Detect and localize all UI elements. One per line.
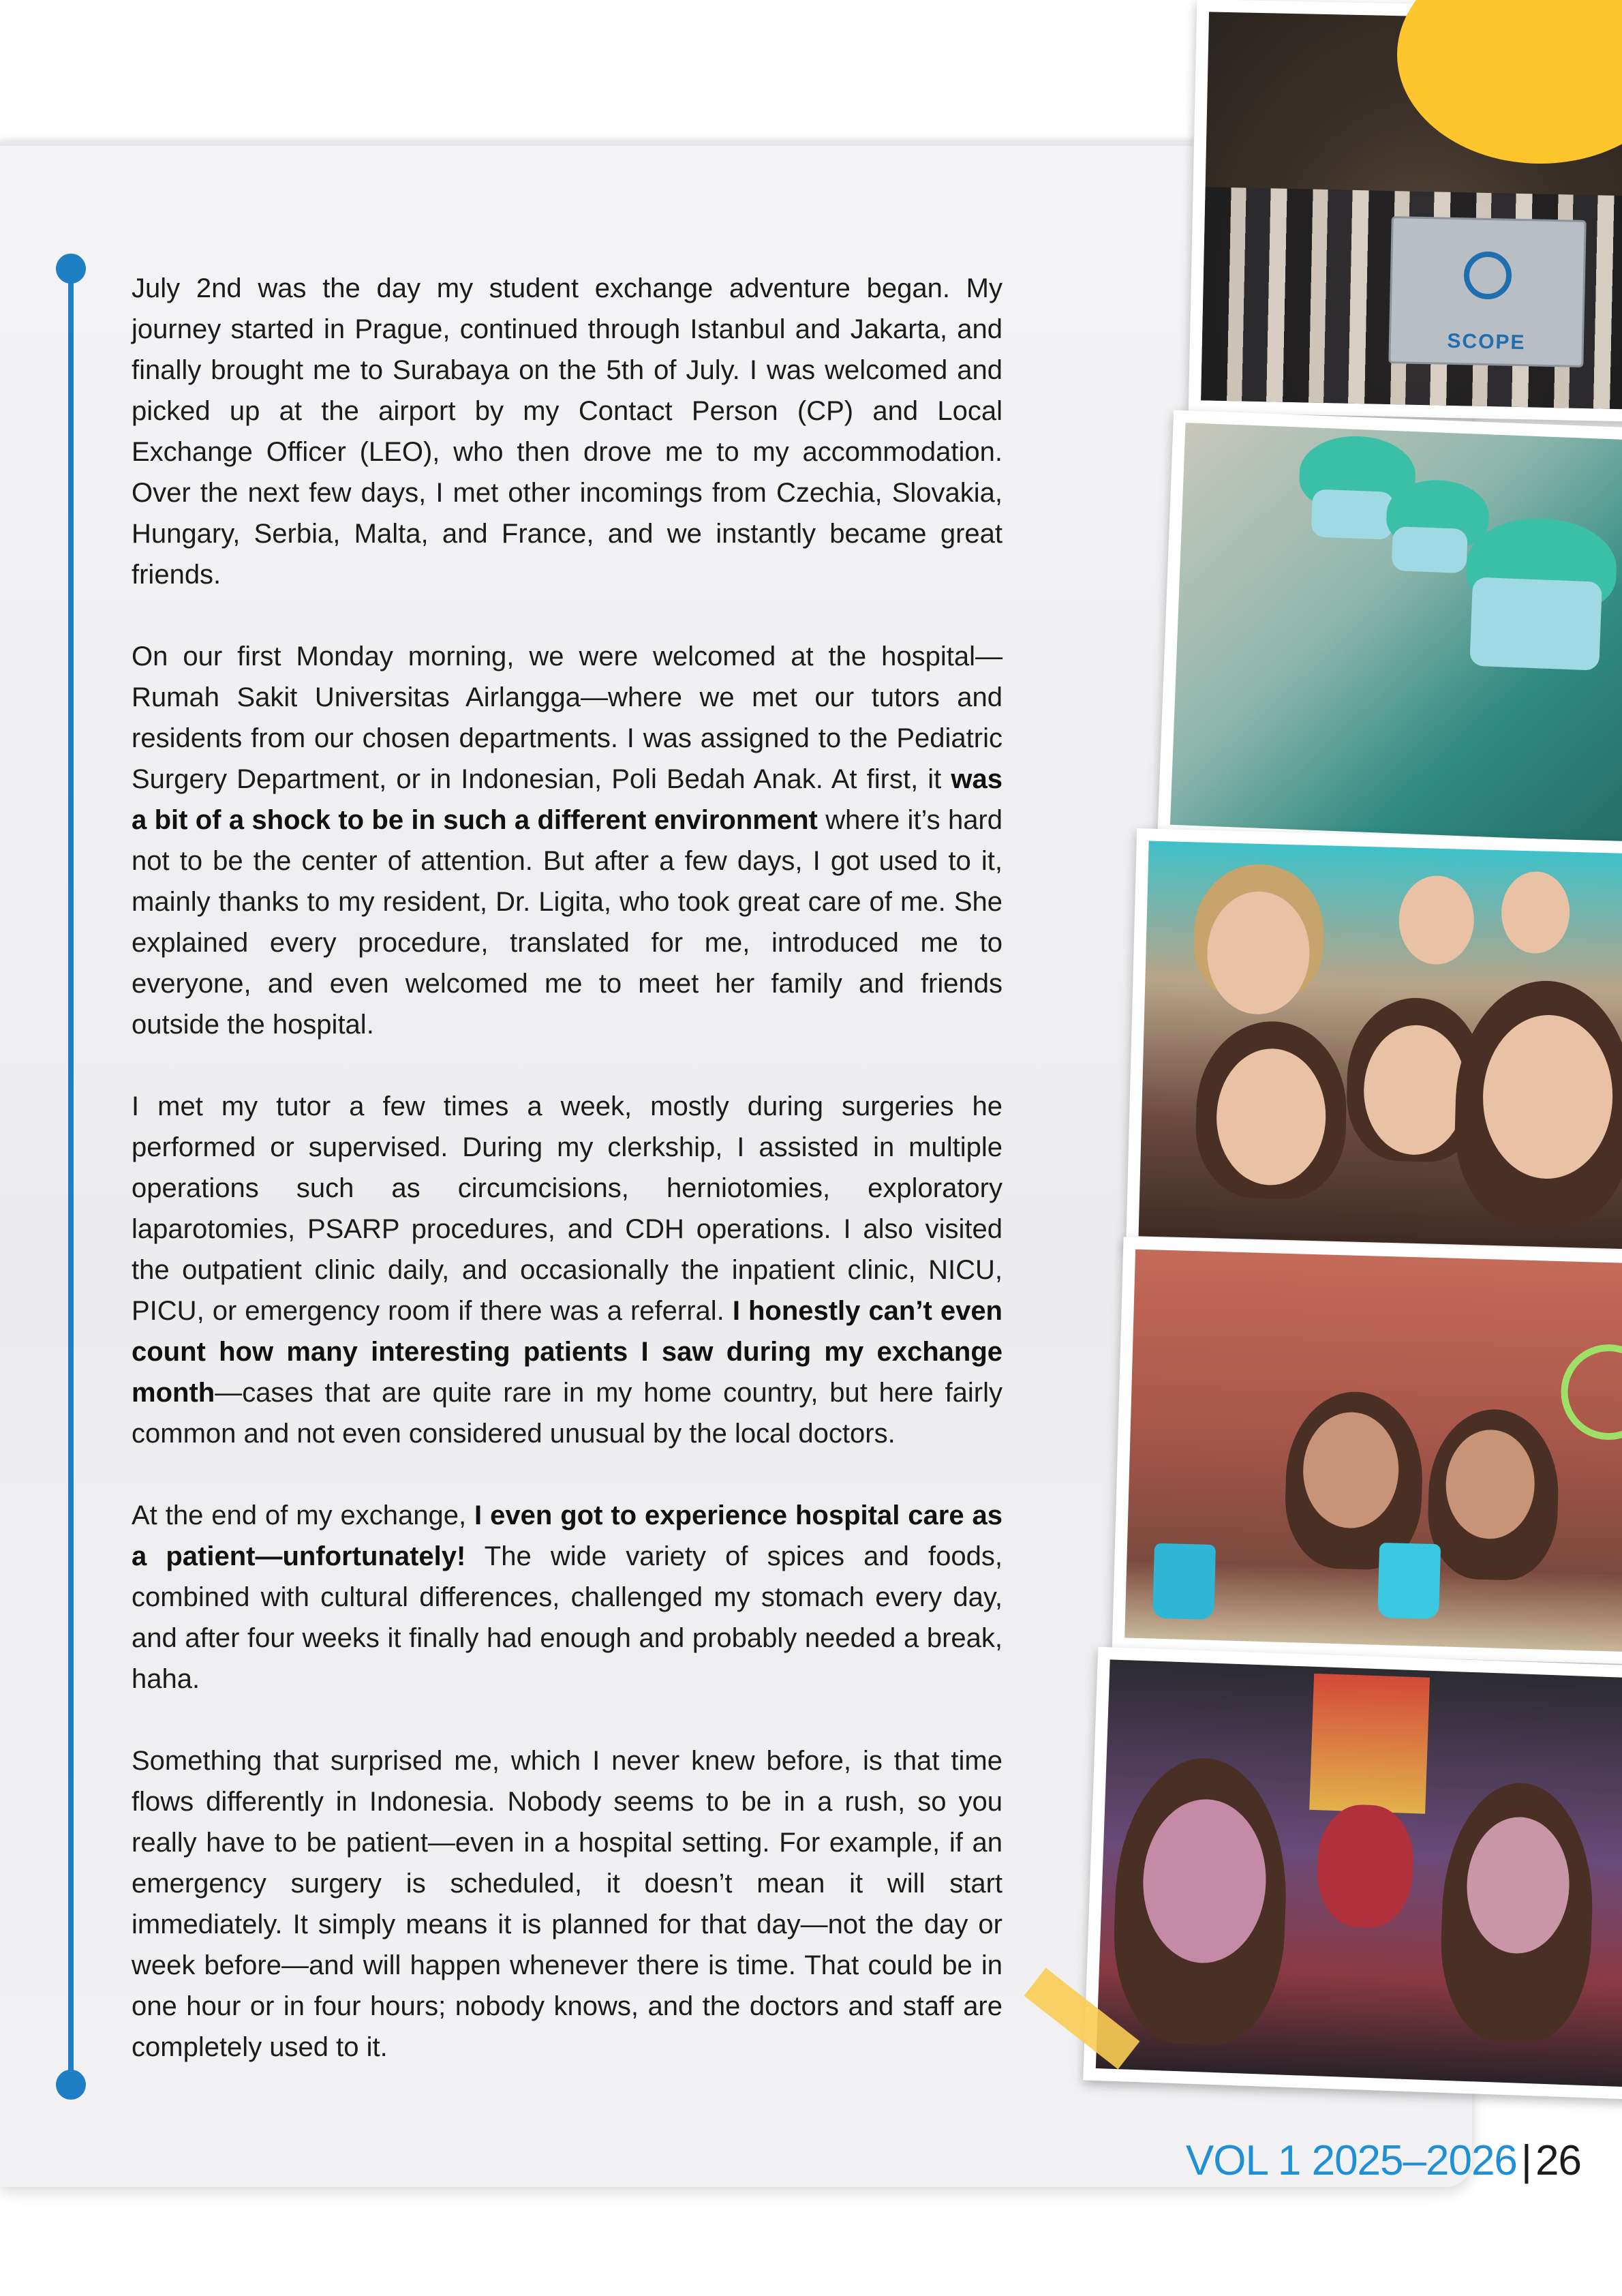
card-top-shadow (0, 136, 1193, 146)
paragraph-text: I met my tutor a few times a week, mostly during surgeries he performed or supervised. During my clerkship, I assisted in multiple operations such as circumcisions, herniotomies, exploratory laparotomies, PSARP procedures, and CDH operations. I also visited the outpatient clinic daily, and occasionally the inpatient clinic, NICU, PICU, or emergency room if there was a referral. (132, 1091, 1003, 1326)
page-number: 26 (1535, 2137, 1581, 2184)
article-body (132, 268, 1003, 2068)
bold-text: I even got to experience hospital care as a patient—unfortunately! (132, 1500, 1003, 1571)
article-paragraph (132, 636, 1003, 1045)
photo-surgery-selfie (1157, 410, 1622, 855)
friends-selfie-image (1139, 841, 1622, 1250)
footer-separator: | (1520, 2137, 1532, 2184)
neon-sign-decoration (1560, 1343, 1622, 1441)
article-paragraph (132, 1086, 1003, 1454)
surgical-mask-1 (1311, 489, 1394, 540)
friend-face-5 (1398, 875, 1475, 965)
article-paragraph (132, 1740, 1003, 2068)
friend-face-6 (1501, 871, 1571, 954)
article-paragraph (132, 1495, 1003, 1700)
paragraph-text: where it’s hard not to be the center of attention. But after a few days, I got used to it, mainly thanks to my resident, Dr. Ligita, who took great care of me. She explained every procedure, translated for me, introduced me to everyone, and even welcomed me to meet her family and friends outside the hospital. (132, 805, 1003, 1040)
article-paragraph (132, 268, 1003, 595)
photo-strip (1063, 0, 1622, 2086)
performer-red-mask (1315, 1803, 1415, 1929)
paragraph-text: July 2nd was the day my student exchange adventure began. My journey started in Prague, continued through Istanbul and Jakarta, and finally brought me to Surabaya on the 5th of July. I was welcomed and picked up at the airport by my Contact Person (CP) and Local Exchange Officer (LEO), who then drove me to my accommodation. Over the next few days, I met other incomings from Czechia, Slovakia, Hungary, Serbia, Malta, and France, and we instantly became great friends. (132, 273, 1003, 590)
scope-logo-icon (1463, 251, 1512, 299)
surgical-mask-3 (1469, 577, 1602, 671)
paragraph-text: On our first Monday morning, we were welcomed at the hospital—Rumah Sakit Universitas Airlangga—where we met our tutors and residents from our chosen departments. I was assigned to the Pediatric Surgery Department, or in Indonesian, Poli Bedah Anak. At first, it (132, 641, 1003, 794)
paragraph-text: —cases that are quite rare in my home country, but here fairly common and not even considered unusual by the local doctors. (132, 1378, 1003, 1449)
scope-banner-text: SCOPE (1447, 329, 1526, 354)
performer-selfie-image (1096, 1659, 1622, 2087)
timeline-bar (68, 268, 74, 2085)
paragraph-text: At the end of my exchange, (132, 1500, 475, 1530)
drink-cup-2 (1377, 1543, 1441, 1619)
timeline-dot-top (56, 254, 86, 284)
dinner-noodles-image (1124, 1250, 1622, 1652)
paragraph-text: The wide variety of spices and foods, combined with cultural differences, challenged my stomach every day, and after four weeks it finally had enough and probably needed a break, haha. (132, 1541, 1003, 1694)
surgical-mask-2 (1391, 526, 1467, 573)
surgery-selfie-image (1170, 423, 1622, 843)
performer-crown (1309, 1674, 1430, 1814)
volume-label: VOL 1 2025–2026 (1185, 2137, 1517, 2184)
scope-banner (1388, 216, 1586, 367)
bold-text: was a bit of a shock to be in such a different environment (132, 764, 1003, 835)
photo-dinner-noodles (1112, 1237, 1622, 1665)
page-footer (1186, 2134, 1581, 2188)
photo-friends-selfie (1126, 828, 1622, 1262)
photo-performer-selfie (1083, 1647, 1622, 2100)
timeline-dot-bottom (56, 2070, 86, 2100)
bold-text: I honestly can’t even count how many interesting patients I saw during my exchange month (132, 1296, 1003, 1408)
paragraph-text: Something that surprised me, which I never knew before, is that time flows differently in Indonesia. Nobody seems to be in a rush, so you really have to be patient—even in a hospital setting. For example, if an emergency surgery is scheduled, it doesn’t mean it will start immediately. It simply means it is planned for that day—not the day or week before—and will happen whenever there is time. That could be in one hour or in four hours; nobody knows, and the doctors and staff are completely used to it. (132, 1746, 1003, 2062)
drink-cup-1 (1152, 1543, 1216, 1620)
